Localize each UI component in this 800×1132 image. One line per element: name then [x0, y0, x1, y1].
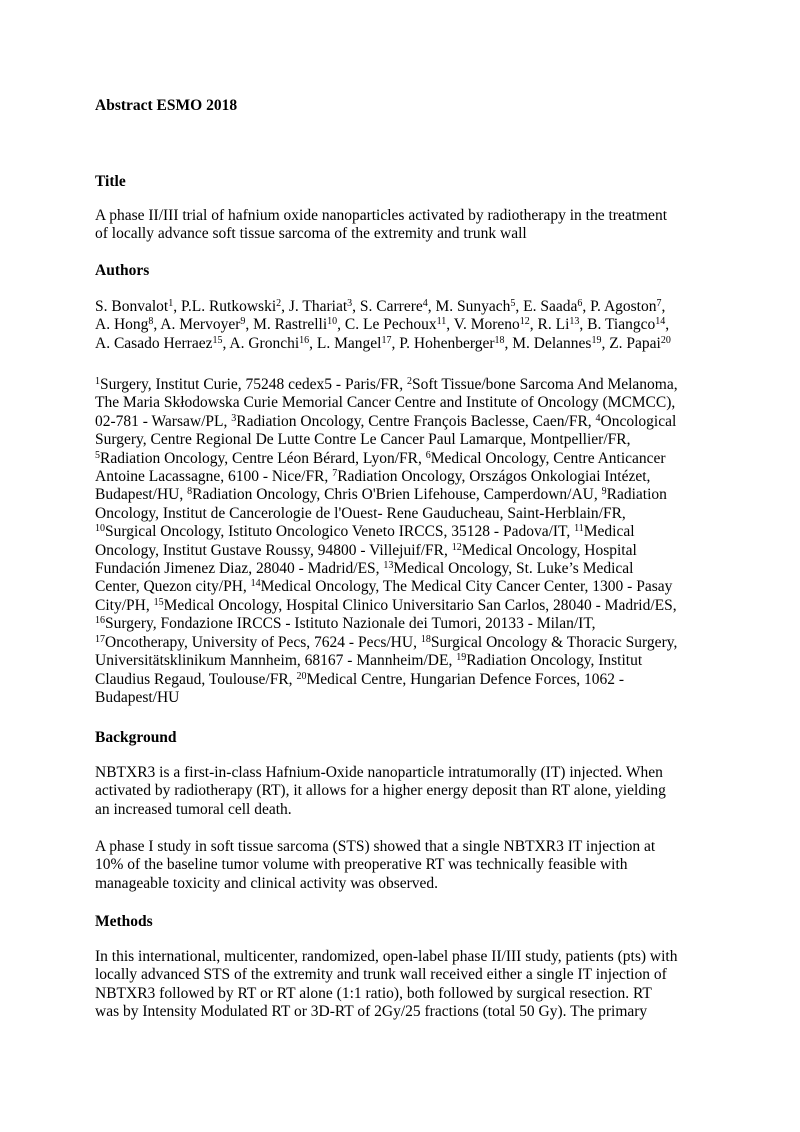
affiliation-number: 11: [574, 523, 584, 535]
author-name: V. Moreno: [453, 316, 520, 334]
author-name: M. Delannes: [512, 334, 592, 352]
background-heading: Background: [95, 729, 177, 746]
affiliation-line: 02-781 - Warsaw/PL, $^3$Radiation Oncology, Centre François Baclesse, Caen/FR, $^4$Oncological: [95, 412, 677, 430]
affiliations-list: [95, 376, 720, 707]
affiliation-number: 10: [95, 523, 105, 535]
methods-paragraph: [95, 948, 720, 1022]
title-heading: Title: [95, 173, 126, 190]
author-name: L. Mangel: [316, 334, 382, 352]
affiliation-number: 16: [95, 615, 105, 627]
affiliation-marker: 6: [577, 298, 583, 309]
affiliation-number: 1: [95, 376, 100, 387]
affiliation-number: 6: [425, 449, 431, 461]
author-name: P. Agoston: [590, 298, 657, 315]
affiliation-line: Oncology, Institut de Cancerologie de l'Ouest- Rene Gauducheau, Saint-Herblain/FR,: [95, 504, 626, 522]
affiliation-marker: 9: [240, 316, 246, 328]
author-name: R. Li: [537, 316, 570, 334]
title-line: of locally advance soft tissue sarcoma of the extremity and trunk wall: [95, 225, 527, 243]
author-name: J. Thariat: [288, 298, 348, 315]
author-name: A. Mervoyer: [160, 316, 241, 334]
affiliation-line: Antoine Lacassagne, 6100 - Nice/FR, $^7$Radiation Oncology, Országos Onkologiai Intézet,: [95, 468, 651, 486]
authors-line: A. Hong$^8$, A. Mervoyer$^9$, M. Rastrelli$^{10}$, C. Le Pechoux$^{11}$, V. Moreno$^{12}$, R. Li$^{13}$, B. Tiangco$^{14}$,: [95, 316, 670, 334]
authors-line: A. Casado Herraez$^{15}$, A. Gronchi$^{16}$, L. Mangel$^{17}$, P. Hohenberger$^{18}$, M. Delannes$^{19}$, Z. Papai$^{20}$: [95, 334, 671, 352]
author-name: A. Hong: [95, 316, 149, 334]
author-name: C. Le Pechoux: [344, 316, 437, 334]
affiliation-number: 19: [456, 652, 467, 664]
affiliation-marker: 8: [148, 316, 154, 328]
affiliation-line: Budapest/HU: [95, 688, 180, 706]
background-line: NBTXR3 is a first-in-class Hafnium-Oxide nanoparticle intratumorally (IT) injected. When: [95, 764, 663, 781]
background-paragraph-1: [95, 764, 720, 819]
affiliation-line: The Maria Skłodowska Curie Memorial Cancer Centre and Institute of Oncology (MCMCC),: [95, 394, 676, 412]
affiliation-marker: 13: [569, 316, 580, 328]
affiliation-number: 2: [406, 376, 412, 387]
affiliation-marker: 10: [327, 316, 338, 328]
affiliation-line: Claudius Regaud, Toulouse/FR, $^{20}$Medical Centre, Hungarian Defence Forces, 1062 -: [95, 670, 625, 688]
affiliation-marker: 15: [212, 334, 223, 346]
affiliation-line: Center, Quezon city/PH, $^{14}$Medical Oncology, The Medical City Cancer Center, 1300 - Pasay: [95, 578, 673, 596]
background-line: A phase I study in soft tissue sarcoma (STS) showed that a single NBTXR3 IT injection at: [95, 838, 656, 855]
affiliation-marker: 4: [422, 298, 428, 309]
author-name: A. Gronchi: [229, 334, 300, 352]
background-line: manageable toxicity and clinical activity was observed.: [95, 874, 439, 892]
affiliation-line: $^1$Surgery, Institut Curie, 75248 cedex5 - Paris/FR, $^2$Soft Tissue/bone Sarcoma And Melanoma,: [95, 376, 678, 393]
methods-line: locally advanced STS of the extremity and trunk wall received either a single IT injection of: [95, 966, 667, 984]
affiliation-marker: 14: [655, 316, 666, 328]
affiliation-marker: 12: [519, 316, 530, 328]
affiliation-number: 5: [95, 449, 100, 461]
affiliation-marker: 1: [168, 298, 174, 309]
methods-line: NBTXR3 followed by RT or RT alone (1:1 ratio), both followed by surgical resection. RT: [95, 984, 652, 1002]
author-name: P. Hohenberger: [399, 334, 495, 352]
affiliation-marker: 3: [347, 298, 353, 309]
background-line: 10% of the baseline tumor volume with preoperative RT was technically feasible with: [95, 856, 628, 874]
methods-line: was by Intensity Modulated RT or 3D-RT of 2Gy/25 fractions (total 50 Gy). The primary: [95, 1003, 648, 1021]
author-name: S. Bonvalot: [95, 298, 169, 315]
methods-heading: Methods: [95, 913, 153, 930]
author-name: M. Rastrelli: [253, 316, 328, 334]
affiliation-line: $^5$Radiation Oncology, Centre Léon Bérard, Lyon/FR, $^6$Medical Oncology, Centre Anticancer: [95, 449, 666, 467]
affiliation-number: 20: [296, 670, 307, 682]
title-text: [95, 207, 720, 244]
affiliation-line: Universitätsklinikum Mannheim, 68167 - Mannheim/DE, $^{19}$Radiation Oncology, Institut: [95, 652, 643, 670]
affiliation-number: 8: [187, 486, 193, 498]
affiliation-number: 9: [601, 486, 607, 498]
affiliation-number: 17: [95, 633, 105, 645]
author-name: Z. Papai: [609, 334, 661, 352]
affiliation-marker: 17: [381, 334, 392, 346]
author-name: A. Casado Herraez: [95, 334, 213, 352]
affiliation-number: 13: [383, 560, 394, 572]
affiliation-marker: 11: [436, 316, 447, 328]
background-line: an increased tumoral cell death.: [95, 800, 292, 818]
affiliation-number: 7: [332, 468, 338, 480]
authors-heading: Authors: [95, 262, 150, 279]
title-line: A phase II/III trial of hafnium oxide nanoparticles activated by radiotherapy in the treatment: [95, 207, 667, 224]
author-name: M. Sunyach: [435, 298, 511, 315]
author-name: P.L. Rutkowski: [180, 298, 277, 315]
background-paragraph-2: [95, 838, 720, 893]
affiliation-line: Oncology, Institut Gustave Roussy, 94800 - Villejuif/FR, $^{12}$Medical Oncology, Hospital: [95, 541, 637, 559]
author-name: S. Carrere: [359, 298, 423, 315]
affiliation-number: 3: [231, 412, 237, 424]
affiliation-marker: 2: [276, 298, 282, 309]
author-name: E. Saada: [523, 298, 578, 315]
affiliation-number: 18: [420, 633, 431, 645]
affiliation-line: $^{16}$Surgery, Fondazione IRCCS - Istituto Nazionale dei Tumori, 20133 - Milan/IT,: [95, 615, 596, 633]
document-header: Abstract ESMO 2018: [95, 97, 238, 114]
affiliation-line: Surgery, Centre Regional De Lutte Contre Le Cancer Paul Lamarque, Montpellier/FR,: [95, 431, 631, 449]
affiliation-marker: 7: [656, 298, 662, 309]
affiliation-number: 12: [451, 541, 462, 553]
affiliation-number: 14: [250, 578, 261, 590]
authors-list: [95, 298, 720, 353]
affiliation-line: Budapest/HU, $^8$Radiation Oncology, Chris O'Brien Lifehouse, Camperdown/AU, $^9$Radiation: [95, 486, 667, 504]
author-name: B. Tiangco: [587, 316, 656, 334]
affiliation-line: City/PH, $^{15}$Medical Oncology, Hospital Clinico Universitario San Carlos, 28040 - Madrid/ES,: [95, 596, 677, 614]
affiliation-number: 4: [595, 412, 601, 424]
affiliation-marker: 19: [591, 334, 602, 346]
affiliation-line: Fundación Jimenez Diaz, 28040 - Madrid/ES, $^{13}$Medical Oncology, St. Luke’s Medical: [95, 560, 634, 578]
affiliation-marker: 20: [660, 334, 671, 346]
affiliation-marker: 5: [510, 298, 516, 309]
authors-line: S. Bonvalot$^1$, P.L. Rutkowski$^2$, J. Thariat$^3$, S. Carrere$^4$, M. Sunyach$^5$, E. Saada$^6$, P. Agoston$^7$,: [95, 298, 666, 315]
affiliation-marker: 16: [299, 334, 310, 346]
methods-line: In this international, multicenter, randomized, open-label phase II/III study, patients (pts) with: [95, 948, 678, 965]
affiliation-number: 15: [153, 596, 164, 608]
affiliation-line: $^{17}$Oncotherapy, University of Pecs, 7624 - Pecs/HU, $^{18}$Surgical Oncology & Thoracic Surgery,: [95, 633, 678, 651]
affiliation-marker: 18: [494, 334, 505, 346]
background-line: activated by radiotherapy (RT), it allows for a higher energy deposit than RT alone, yielding: [95, 782, 666, 800]
affiliation-line: $^{10}$Surgical Oncology, Istituto Oncologico Veneto IRCCS, 35128 - Padova/IT, $^{11}$Medical: [95, 523, 635, 541]
